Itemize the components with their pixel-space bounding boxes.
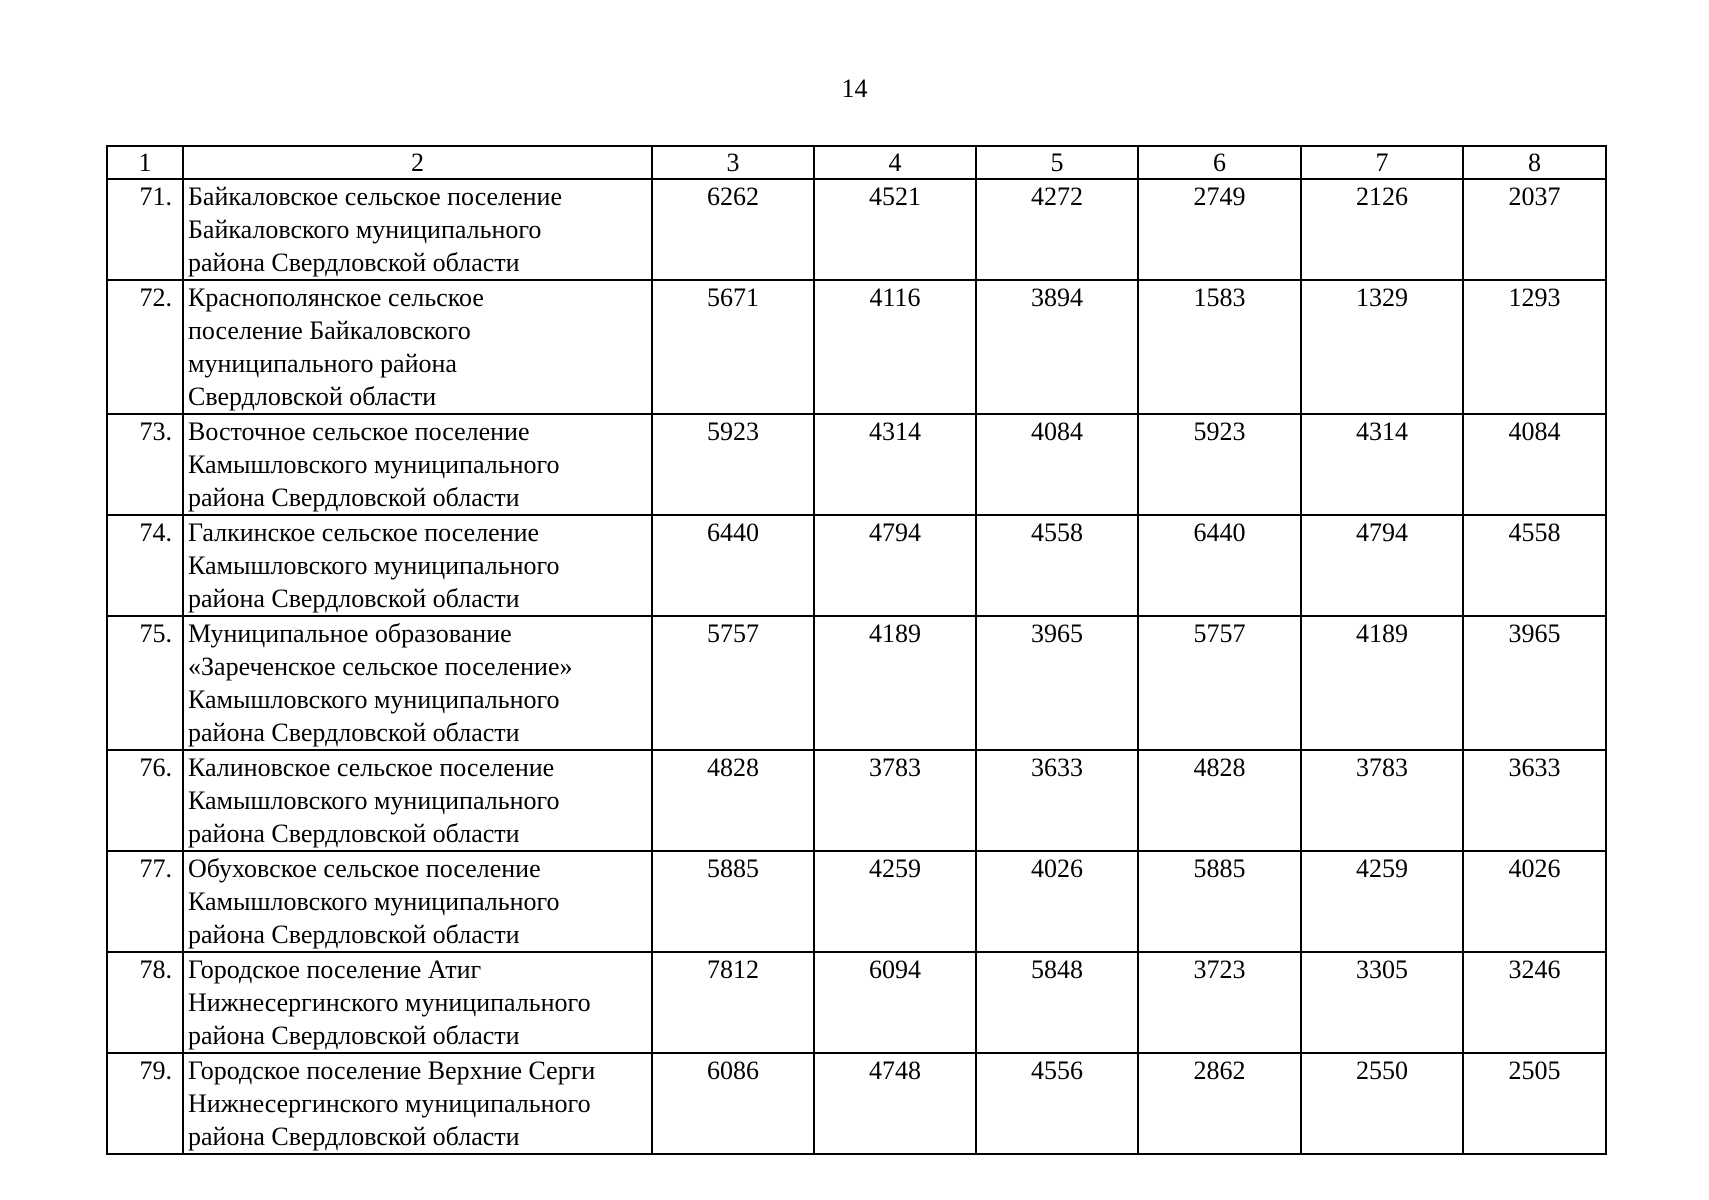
- value-cell-col-7: 2126: [1301, 179, 1463, 280]
- table-row: [107, 616, 1606, 750]
- value-cell-col-6: 5757: [1138, 616, 1301, 750]
- settlement-name-line: муниципального района: [188, 349, 457, 378]
- settlement-name-line: «Зареченское сельское поселение»: [188, 652, 573, 681]
- value-cell-col-5: 5848: [976, 952, 1138, 1053]
- value-cell-col-4: 4116: [814, 280, 976, 414]
- settlement-name-line: Камышловского муниципального: [188, 450, 560, 479]
- table-body: [107, 146, 1606, 1154]
- value-cell-col-4: 4521: [814, 179, 976, 280]
- settlement-name-cell: [183, 616, 652, 750]
- settlement-name-line: района Свердловской области: [188, 920, 520, 949]
- value-cell-col-6: 2862: [1138, 1053, 1301, 1154]
- value-cell-col-8: 1293: [1463, 280, 1606, 414]
- value-cell-col-8: 4558: [1463, 515, 1606, 616]
- settlement-name-line: Камышловского муниципального: [188, 551, 560, 580]
- value-cell-col-6: 6440: [1138, 515, 1301, 616]
- column-header: 5: [976, 146, 1138, 179]
- value-cell-col-3: 6086: [652, 1053, 814, 1154]
- column-header: 7: [1301, 146, 1463, 179]
- settlement-name-cell: [183, 280, 652, 414]
- settlement-name-line: района Свердловской области: [188, 718, 520, 747]
- value-cell-col-7: 3305: [1301, 952, 1463, 1053]
- column-header: 3: [652, 146, 814, 179]
- value-cell-col-3: 6262: [652, 179, 814, 280]
- settlement-name-line: района Свердловской области: [188, 1021, 520, 1050]
- value-cell-col-4: 4189: [814, 616, 976, 750]
- settlement-name-line: Обуховское сельское поселение: [188, 854, 541, 883]
- table-row: [107, 515, 1606, 616]
- table-row: [107, 414, 1606, 515]
- value-cell-col-6: 5923: [1138, 414, 1301, 515]
- row-number-cell: 71.: [107, 179, 183, 280]
- value-cell-col-7: 4314: [1301, 414, 1463, 515]
- settlement-name-line: района Свердловской области: [188, 584, 520, 613]
- value-cell-col-7: 1329: [1301, 280, 1463, 414]
- value-cell-col-4: 4794: [814, 515, 976, 616]
- value-cell-col-3: 4828: [652, 750, 814, 851]
- value-cell-col-7: 4189: [1301, 616, 1463, 750]
- value-cell-col-4: 4259: [814, 851, 976, 952]
- row-number-cell: 78.: [107, 952, 183, 1053]
- value-cell-col-4: 4314: [814, 414, 976, 515]
- value-cell-col-3: 5923: [652, 414, 814, 515]
- settlement-name-line: Байкаловское сельское поселение: [188, 182, 562, 211]
- value-cell-col-5: 4556: [976, 1053, 1138, 1154]
- settlement-name-line: Свердловской области: [188, 382, 437, 411]
- value-cell-col-8: 3633: [1463, 750, 1606, 851]
- value-cell-col-3: 6440: [652, 515, 814, 616]
- value-cell-col-5: 4084: [976, 414, 1138, 515]
- value-cell-col-6: 5885: [1138, 851, 1301, 952]
- table-row: [107, 1053, 1606, 1154]
- settlement-name-line: Нижнесергинского муниципального: [188, 1089, 591, 1118]
- value-cell-col-4: 4748: [814, 1053, 976, 1154]
- value-cell-col-7: 4794: [1301, 515, 1463, 616]
- page-number: 14: [841, 74, 868, 103]
- value-cell-col-3: 5757: [652, 616, 814, 750]
- settlement-name-line: Камышловского муниципального: [188, 786, 560, 815]
- table-row: [107, 851, 1606, 952]
- table-header-row: [107, 146, 1606, 179]
- settlement-name-line: Краснополянское сельское: [188, 283, 484, 312]
- column-header: 8: [1463, 146, 1606, 179]
- value-cell-col-8: 4026: [1463, 851, 1606, 952]
- table-row: [107, 750, 1606, 851]
- table-row: [107, 952, 1606, 1053]
- row-number-cell: 77.: [107, 851, 183, 952]
- column-header: 4: [814, 146, 976, 179]
- value-cell-col-5: 3633: [976, 750, 1138, 851]
- value-cell-col-8: 4084: [1463, 414, 1606, 515]
- value-cell-col-5: 4558: [976, 515, 1138, 616]
- value-cell-col-5: 4272: [976, 179, 1138, 280]
- settlement-name-line: Галкинское сельское поселение: [188, 518, 540, 547]
- settlement-name-line: района Свердловской области: [188, 819, 520, 848]
- column-header: 2: [183, 146, 652, 179]
- settlement-name-line: поселение Байкаловского: [188, 316, 471, 345]
- settlement-name-line: Камышловского муниципального: [188, 887, 560, 916]
- value-cell-col-6: 4828: [1138, 750, 1301, 851]
- settlement-name-line: Городское поселение Верхние Серги: [188, 1056, 596, 1085]
- settlement-name-cell: [183, 851, 652, 952]
- value-cell-col-8: 2037: [1463, 179, 1606, 280]
- settlement-name-line: Нижнесергинского муниципального: [188, 988, 591, 1017]
- settlement-name-line: Байкаловского муниципального: [188, 215, 542, 244]
- value-cell-col-6: 3723: [1138, 952, 1301, 1053]
- value-cell-col-7: 2550: [1301, 1053, 1463, 1154]
- value-cell-col-7: 3783: [1301, 750, 1463, 851]
- settlement-name-line: района Свердловской области: [188, 1122, 520, 1151]
- value-cell-col-3: 5885: [652, 851, 814, 952]
- settlement-name-line: Калиновское сельское поселение: [188, 753, 555, 782]
- value-cell-col-8: 2505: [1463, 1053, 1606, 1154]
- row-number-cell: 79.: [107, 1053, 183, 1154]
- settlement-name-cell: [183, 952, 652, 1053]
- settlement-name-cell: [183, 515, 652, 616]
- row-number-cell: 74.: [107, 515, 183, 616]
- settlement-name-line: Камышловского муниципального: [188, 685, 560, 714]
- table-row: [107, 280, 1606, 414]
- settlement-name-cell: [183, 179, 652, 280]
- value-cell-col-6: 2749: [1138, 179, 1301, 280]
- value-cell-col-6: 1583: [1138, 280, 1301, 414]
- value-cell-col-4: 3783: [814, 750, 976, 851]
- value-cell-col-7: 4259: [1301, 851, 1463, 952]
- column-header: 6: [1138, 146, 1301, 179]
- row-number-cell: 72.: [107, 280, 183, 414]
- value-cell-col-3: 7812: [652, 952, 814, 1053]
- value-cell-col-5: 4026: [976, 851, 1138, 952]
- settlement-name-line: Городское поселение Атиг: [188, 955, 482, 984]
- row-number-cell: 73.: [107, 414, 183, 515]
- row-number-cell: 75.: [107, 616, 183, 750]
- settlement-name-cell: [183, 1053, 652, 1154]
- value-cell-col-8: 3965: [1463, 616, 1606, 750]
- row-number-cell: 76.: [107, 750, 183, 851]
- settlement-name-line: Муниципальное образование: [188, 619, 512, 648]
- data-table: [106, 145, 1607, 1155]
- value-cell-col-8: 3246: [1463, 952, 1606, 1053]
- value-cell-col-5: 3965: [976, 616, 1138, 750]
- value-cell-col-4: 6094: [814, 952, 976, 1053]
- value-cell-col-5: 3894: [976, 280, 1138, 414]
- column-header: 1: [107, 146, 183, 179]
- settlement-name-line: района Свердловской области: [188, 483, 520, 512]
- settlement-name-line: района Свердловской области: [188, 248, 520, 277]
- settlement-name-cell: [183, 750, 652, 851]
- settlement-name-cell: [183, 414, 652, 515]
- value-cell-col-3: 5671: [652, 280, 814, 414]
- settlement-name-line: Восточное сельское поселение: [188, 417, 530, 446]
- table-row: [107, 179, 1606, 280]
